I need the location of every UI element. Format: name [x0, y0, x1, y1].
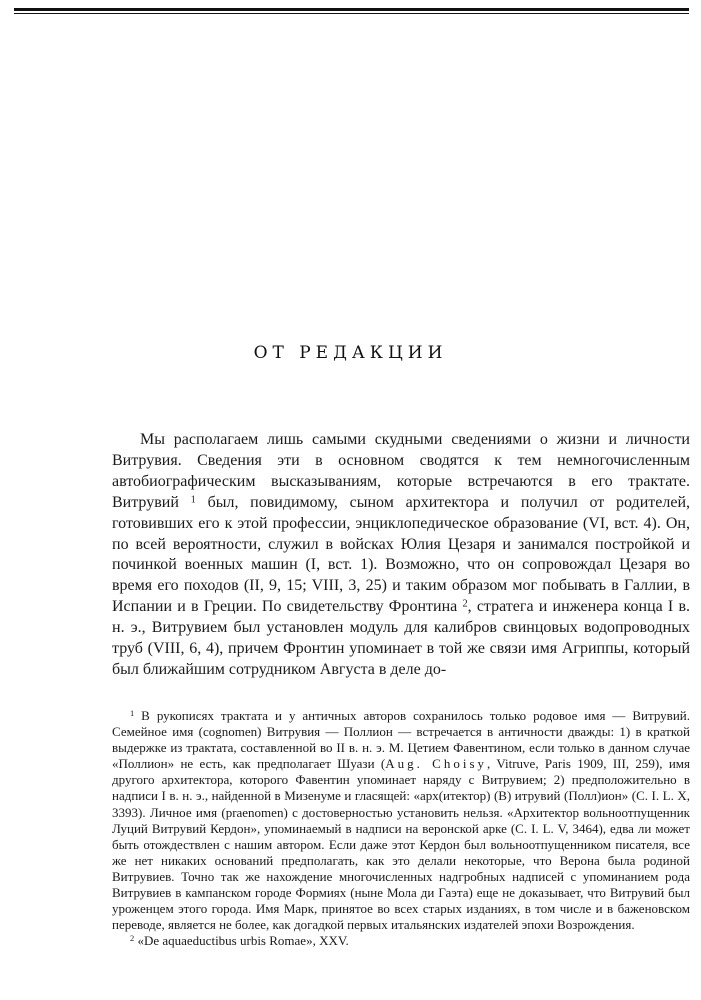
- footnote-1-text-a: В рукописях трактата и у античных авторов сохранилось только родовое имя — Витрувий. Семейное имя (cognomen) Витрувия — Поллион — встречается в античности дважды: 1) в краткой выдержке из трактата, составленной во II в. н. э. М. Цетием Фавентином, если только в данном случае «Поллион» не есть, как предполагает Шуази (: [112, 708, 690, 772]
- main-text: [112, 430, 690, 681]
- footnote-2: [112, 933, 690, 949]
- footnote-ref-2[interactable]: 2: [462, 598, 468, 610]
- footnote-1: [112, 708, 690, 933]
- footnote-2-rest: , XXV.: [312, 933, 349, 949]
- footnote-1-author: Aug. Choisy: [385, 756, 488, 772]
- paragraph-text-3: , стратега и инженера конца I в. н. э., Витрувием был установлен модуль для калибров свинцовых водопроводных труб (VIII, 6, 4), причем Фронтин упоминает в той же связи имя Агриппы, который был ближайшим сотрудником Августа в деле до-: [112, 598, 691, 678]
- footnote-2-title: «De aquaeductibus urbis Romae»: [137, 933, 313, 949]
- footnote-marker-1: 1: [130, 708, 135, 719]
- page-heading: ОТ РЕДАКЦИИ: [253, 343, 448, 363]
- top-double-rule: [14, 8, 689, 14]
- paragraph-text-1: Мы располагаем лишь самыми скудными сведениями о жизни и личности Витрувия. Сведения эти в основном сводятся к тем немногочисленным автобиографическим высказываниям, которые встречаются в его трактате. Витрувий: [112, 431, 690, 511]
- footnote-ref-1[interactable]: 1: [190, 494, 196, 506]
- footnote-1-text-b: , Vitruve, Paris 1909, III, 259), имя другого архитектора, которого Фавентин упоминает наряду с Витрувием; 2) предположительно в надписи I в. н. э., найденной в Мизенуме и гласящей: «арх(итектор) (В) итрувий (Полл)ион» (C. I. L. X, 3393). Личное имя (praenomen) с достоверностью установить нельзя. «Архитектор вольноотпущенник Луций Витрувий Кердон», упоминаемый в надписи на веронской арке (C. I. L. V, 3464), едва ли может быть отождествлен с нашим автором. Если даже этот Кердон был вольноотпущенником писателя, все же нет никаких оснований предполагать, как это делали некоторые, что Верона была родиной Витрувиев. Точно так же нахождение многочисленных надгробных надписей с упоминанием рода Витрувиев в кампанском городе Формиях (ныне Мола ди Гаэта) еще не доказывает, что Витрувий был уроженцем этого города. Имя Марк, принятое во всех старых изданиях, в том числе и в баженовском переводе, является не более, как догадкой первых итальянских издателей эпохи Возрождения.: [112, 756, 690, 933]
- footnote-marker-2: 2: [130, 933, 135, 944]
- main-paragraph: [112, 430, 690, 681]
- footnotes: [112, 708, 690, 949]
- paragraph-text-2: был, повидимому, сыном архитектора и получил от родителей, готовивших его к этой профессии, энциклопедическое образование (VI, вст. 4). Он, по всей вероятности, служил в войсках Юлия Цезаря и занимался постройкой и починкой военных машин (I, вст. 1). Возможно, что он сопровождал Цезаря во время его походов (II, 9, 15; VIII, 3, 25) и таким образом мог побывать в Галлии, в Испании и в Греции. По свидетельству Фронтина: [112, 493, 690, 616]
